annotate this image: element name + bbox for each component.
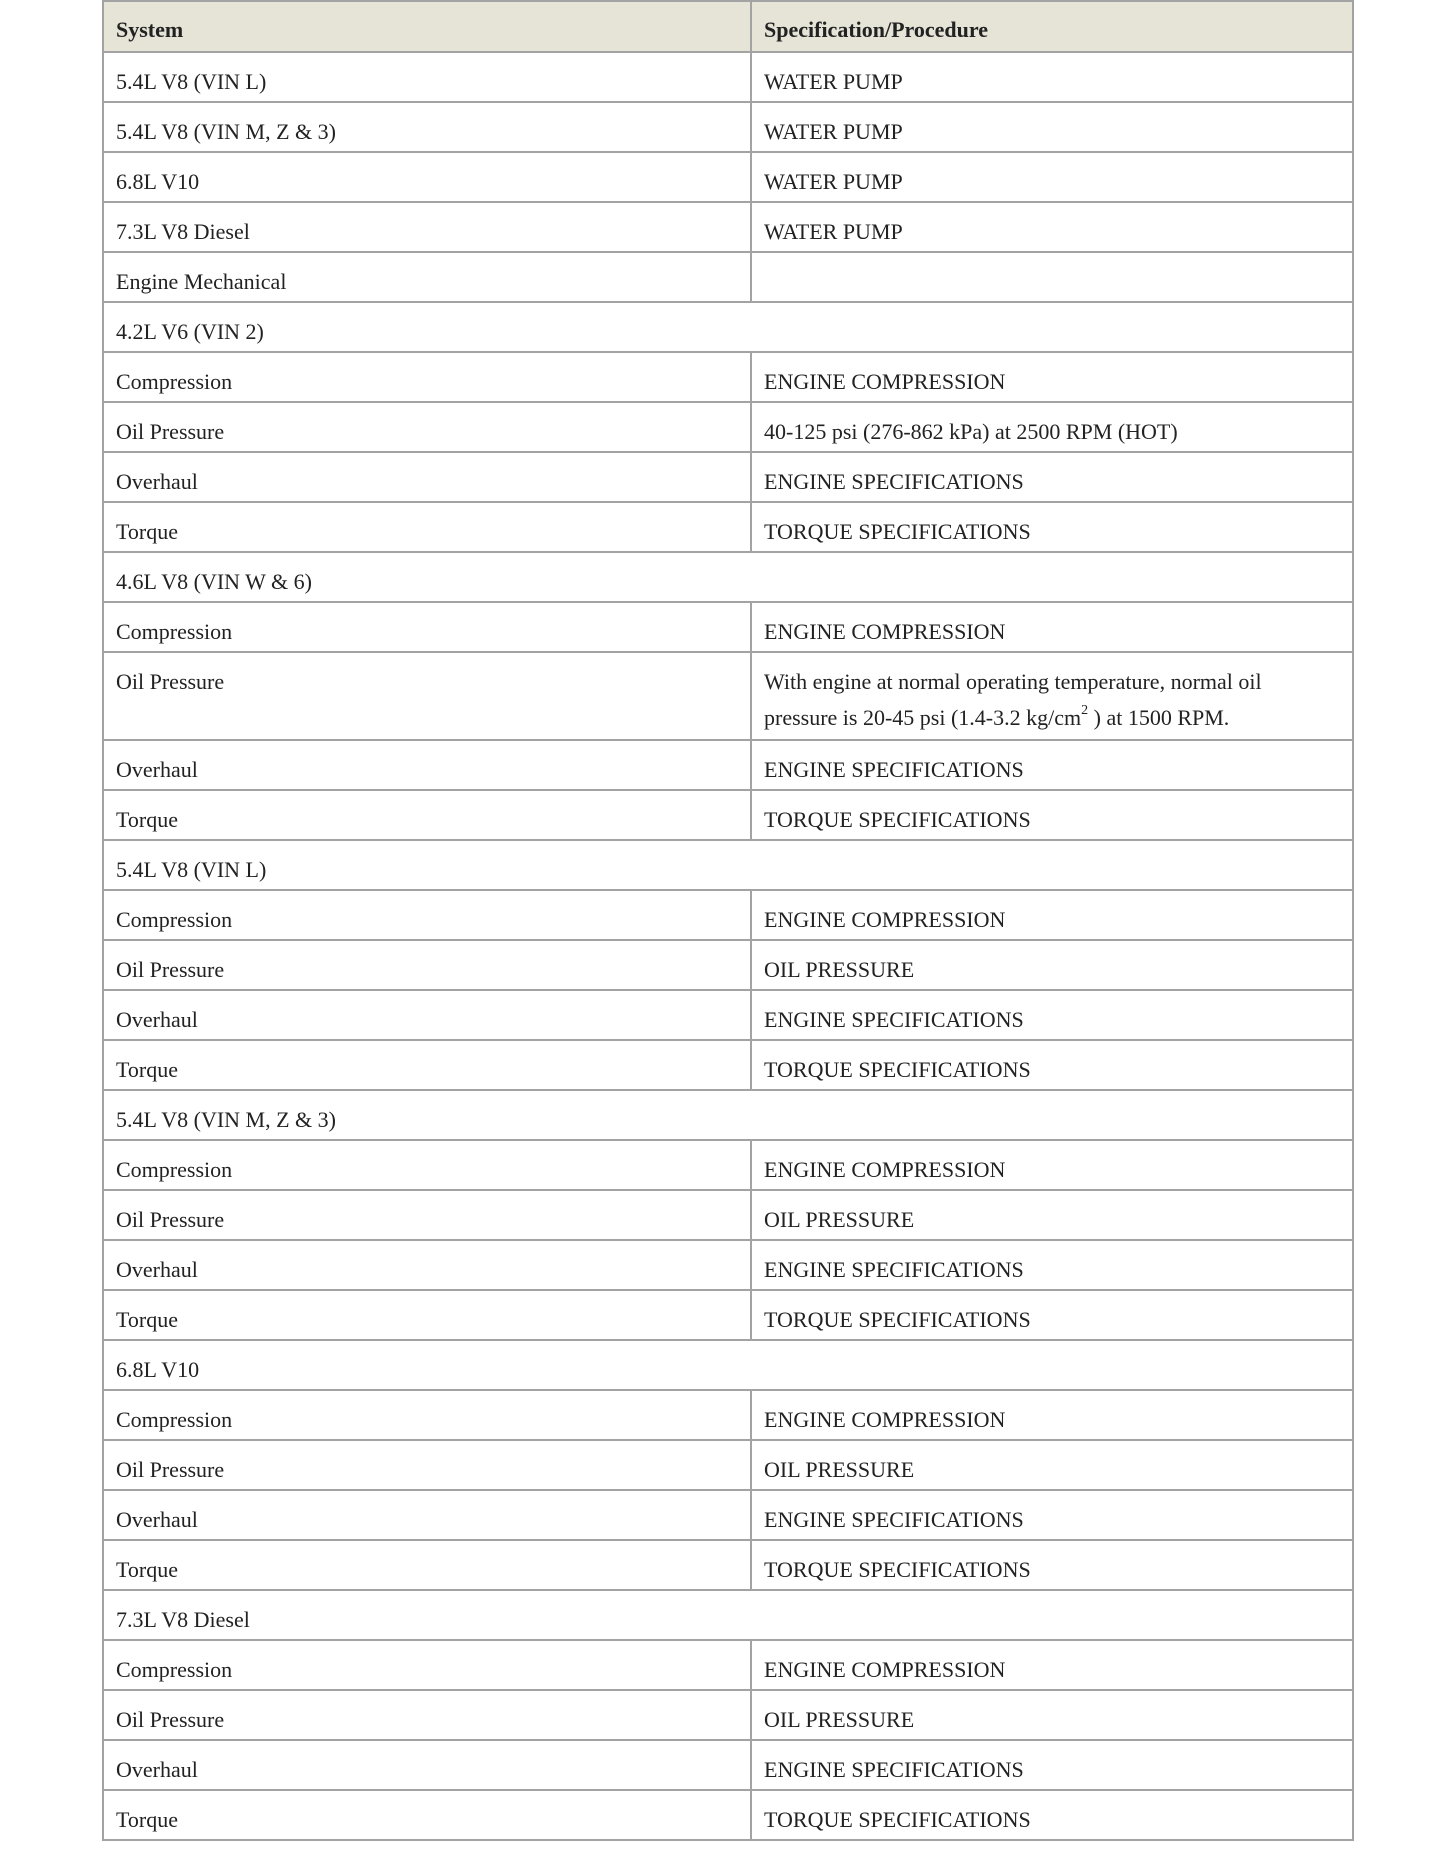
system-cell: 5.4L V8 (VIN M, Z & 3) [103,102,751,152]
spec-link[interactable]: ENGINE SPECIFICATIONS [751,1740,1353,1790]
item-cell: Torque [103,1790,751,1840]
item-cell: Overhaul [103,990,751,1040]
specification-table [102,0,1354,1841]
spec-link[interactable]: OIL PRESSURE [751,1690,1353,1740]
spec-link[interactable]: WATER PUMP [751,152,1353,202]
table-row [103,1790,1353,1840]
empty-cell [751,252,1353,302]
group-row [103,302,1353,352]
item-cell: Compression [103,352,751,402]
system-cell: 5.4L V8 (VIN L) [103,52,751,102]
table-row [103,402,1353,452]
table-row [103,1440,1353,1490]
superscript: 2 [1081,702,1089,718]
spec-link[interactable]: TORQUE SPECIFICATIONS [751,1290,1353,1340]
spec-link[interactable]: WATER PUMP [751,202,1353,252]
table-row [103,652,1353,740]
item-cell: Torque [103,790,751,840]
spec-link[interactable]: ENGINE COMPRESSION [751,1640,1353,1690]
table-row [103,202,1353,252]
item-cell: Oil Pressure [103,402,751,452]
group-row [103,1340,1353,1390]
table-row [103,102,1353,152]
document-page [102,0,1352,1841]
engine-group-title: 4.2L V6 (VIN 2) [103,302,1353,352]
spec-link[interactable]: ENGINE COMPRESSION [751,1390,1353,1440]
item-cell: Overhaul [103,740,751,790]
engine-group-title: 5.4L V8 (VIN L) [103,840,1353,890]
table-row [103,1290,1353,1340]
table-header-row [103,1,1353,52]
item-cell: Oil Pressure [103,1690,751,1740]
table-row [103,152,1353,202]
item-cell: Torque [103,1040,751,1090]
item-cell: Oil Pressure [103,1190,751,1240]
table-row [103,602,1353,652]
spec-link[interactable]: OIL PRESSURE [751,1440,1353,1490]
spec-text: With engine at normal operating temperature, normal oil pressure is 20-45 psi (1.4-3.2 kg/cm [764,669,1262,730]
item-cell: Compression [103,602,751,652]
engine-group-title: 5.4L V8 (VIN M, Z & 3) [103,1090,1353,1140]
spec-text-end: ) at 1500 RPM. [1088,705,1230,730]
table-row [103,1040,1353,1090]
engine-group-title: 6.8L V10 [103,1340,1353,1390]
table-row [103,352,1353,402]
table-row [103,1540,1353,1590]
spec-link[interactable]: ENGINE SPECIFICATIONS [751,1490,1353,1540]
item-cell: Oil Pressure [103,652,751,740]
table-row [103,1390,1353,1440]
table-row [103,1240,1353,1290]
spec-link[interactable]: TORQUE SPECIFICATIONS [751,502,1353,552]
table-row [103,790,1353,840]
item-cell: Oil Pressure [103,1440,751,1490]
header-system: System [103,1,751,52]
item-cell: Overhaul [103,1240,751,1290]
table-row [103,502,1353,552]
engine-group-title: 7.3L V8 Diesel [103,1590,1353,1640]
table-row [103,1740,1353,1790]
spec-link[interactable]: ENGINE SPECIFICATIONS [751,740,1353,790]
spec-value: 40-125 psi (276-862 kPa) at 2500 RPM (HOT) [751,402,1353,452]
table-row [103,940,1353,990]
spec-link[interactable]: ENGINE SPECIFICATIONS [751,1240,1353,1290]
header-specification: Specification/Procedure [751,1,1353,52]
table-row [103,1140,1353,1190]
table-row [103,52,1353,102]
spec-link[interactable]: OIL PRESSURE [751,940,1353,990]
table-row [103,740,1353,790]
item-cell: Torque [103,1290,751,1340]
spec-link[interactable]: TORQUE SPECIFICATIONS [751,1790,1353,1840]
spec-link[interactable]: WATER PUMP [751,102,1353,152]
item-cell: Oil Pressure [103,940,751,990]
spec-link[interactable]: TORQUE SPECIFICATIONS [751,790,1353,840]
table-row [103,990,1353,1040]
spec-link[interactable]: ENGINE SPECIFICATIONS [751,452,1353,502]
spec-link[interactable]: TORQUE SPECIFICATIONS [751,1540,1353,1590]
section-row [103,252,1353,302]
item-cell: Compression [103,1140,751,1190]
item-cell: Torque [103,502,751,552]
spec-value [751,652,1353,740]
group-row [103,552,1353,602]
section-title: Engine Mechanical [103,252,751,302]
table-row [103,1640,1353,1690]
spec-link[interactable]: WATER PUMP [751,52,1353,102]
spec-link[interactable]: ENGINE SPECIFICATIONS [751,990,1353,1040]
spec-link[interactable]: ENGINE COMPRESSION [751,890,1353,940]
spec-link[interactable]: ENGINE COMPRESSION [751,352,1353,402]
group-row [103,840,1353,890]
group-row [103,1590,1353,1640]
spec-link[interactable]: ENGINE COMPRESSION [751,602,1353,652]
item-cell: Overhaul [103,452,751,502]
item-cell: Compression [103,890,751,940]
table-row [103,890,1353,940]
item-cell: Torque [103,1540,751,1590]
spec-link[interactable]: OIL PRESSURE [751,1190,1353,1240]
engine-group-title: 4.6L V8 (VIN W & 6) [103,552,1353,602]
table-row [103,1190,1353,1240]
table-row [103,1490,1353,1540]
spec-link[interactable]: ENGINE COMPRESSION [751,1140,1353,1190]
spec-link[interactable]: TORQUE SPECIFICATIONS [751,1040,1353,1090]
system-cell: 6.8L V10 [103,152,751,202]
table-row [103,452,1353,502]
table-row [103,1690,1353,1740]
item-cell: Overhaul [103,1740,751,1790]
group-row [103,1090,1353,1140]
item-cell: Compression [103,1640,751,1690]
item-cell: Compression [103,1390,751,1440]
system-cell: 7.3L V8 Diesel [103,202,751,252]
item-cell: Overhaul [103,1490,751,1540]
